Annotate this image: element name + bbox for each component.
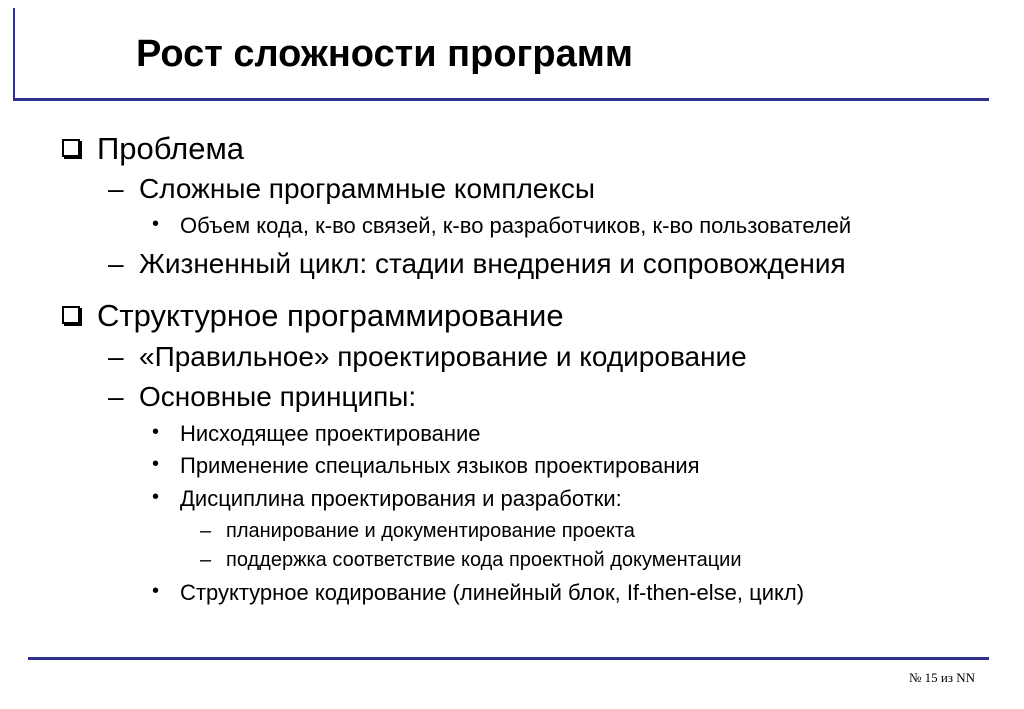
dash-bullet-icon: – bbox=[108, 173, 124, 204]
outline-item-support bbox=[200, 549, 742, 572]
outline-item-problem bbox=[62, 131, 244, 167]
dash-bullet-icon: – bbox=[200, 520, 212, 542]
outline-item-lifecycle bbox=[108, 248, 846, 280]
outline-item-text: Нисходящее проектирование bbox=[180, 421, 481, 446]
dot-bullet-icon: • bbox=[152, 580, 160, 602]
outline-item-text: Основные принципы: bbox=[139, 381, 417, 412]
outline-item-text: Объем кода, к-во связей, к-во разработчиков, к-во пользователей bbox=[180, 213, 852, 238]
outline-item-text: Структурное программирование bbox=[97, 298, 564, 333]
outline-item-text: Жизненный цикл: стадии внедрения и сопровождения bbox=[139, 248, 846, 279]
page-number: № 15 из NN bbox=[909, 670, 976, 685]
outline-item-text: «Правильное» проектирование и кодирование bbox=[139, 341, 747, 372]
dot-bullet-icon: • bbox=[152, 421, 160, 443]
outline-item-discipline bbox=[152, 486, 622, 512]
dash-bullet-icon: – bbox=[200, 549, 212, 571]
dash-bullet-icon: – bbox=[108, 341, 124, 372]
outline-item-complex-systems bbox=[108, 173, 595, 205]
footer-rule bbox=[28, 657, 989, 660]
dash-bullet-icon: – bbox=[108, 248, 124, 279]
left-vertical-rule bbox=[13, 8, 15, 100]
outline-item-text: Применение специальных языков проектирования bbox=[180, 453, 700, 478]
outline-item-structured-programming bbox=[62, 298, 564, 334]
outline-item-top-down-design bbox=[152, 421, 481, 447]
outline-item-text: Сложные программные комплексы bbox=[139, 173, 596, 204]
dot-bullet-icon: • bbox=[152, 213, 160, 235]
slide-title: Рост сложности программ bbox=[136, 33, 633, 75]
dash-bullet-icon: – bbox=[108, 381, 124, 412]
outline-item-text: планирование и документирование проекта bbox=[226, 520, 635, 542]
square-checkbox-icon bbox=[62, 139, 80, 157]
dot-bullet-icon: • bbox=[152, 453, 160, 475]
outline-item-main-principles bbox=[108, 381, 416, 413]
square-checkbox-icon bbox=[62, 306, 80, 324]
outline-item-text: Проблема bbox=[97, 131, 245, 166]
outline-item-structured-coding bbox=[152, 580, 804, 606]
outline-item-design-languages bbox=[152, 453, 700, 479]
outline-item-text: поддержка соответствие кода проектной документации bbox=[226, 549, 742, 571]
outline-item-text: Дисциплина проектирования и разработки: bbox=[180, 486, 622, 511]
outline-item-planning bbox=[200, 520, 635, 543]
outline-item-correct-design bbox=[108, 341, 747, 373]
dot-bullet-icon: • bbox=[152, 486, 160, 508]
outline-item-text: Структурное кодирование (линейный блок, If-then-else, цикл) bbox=[180, 580, 805, 605]
title-underline-rule bbox=[13, 98, 989, 101]
outline-item-code-volume bbox=[152, 213, 851, 239]
